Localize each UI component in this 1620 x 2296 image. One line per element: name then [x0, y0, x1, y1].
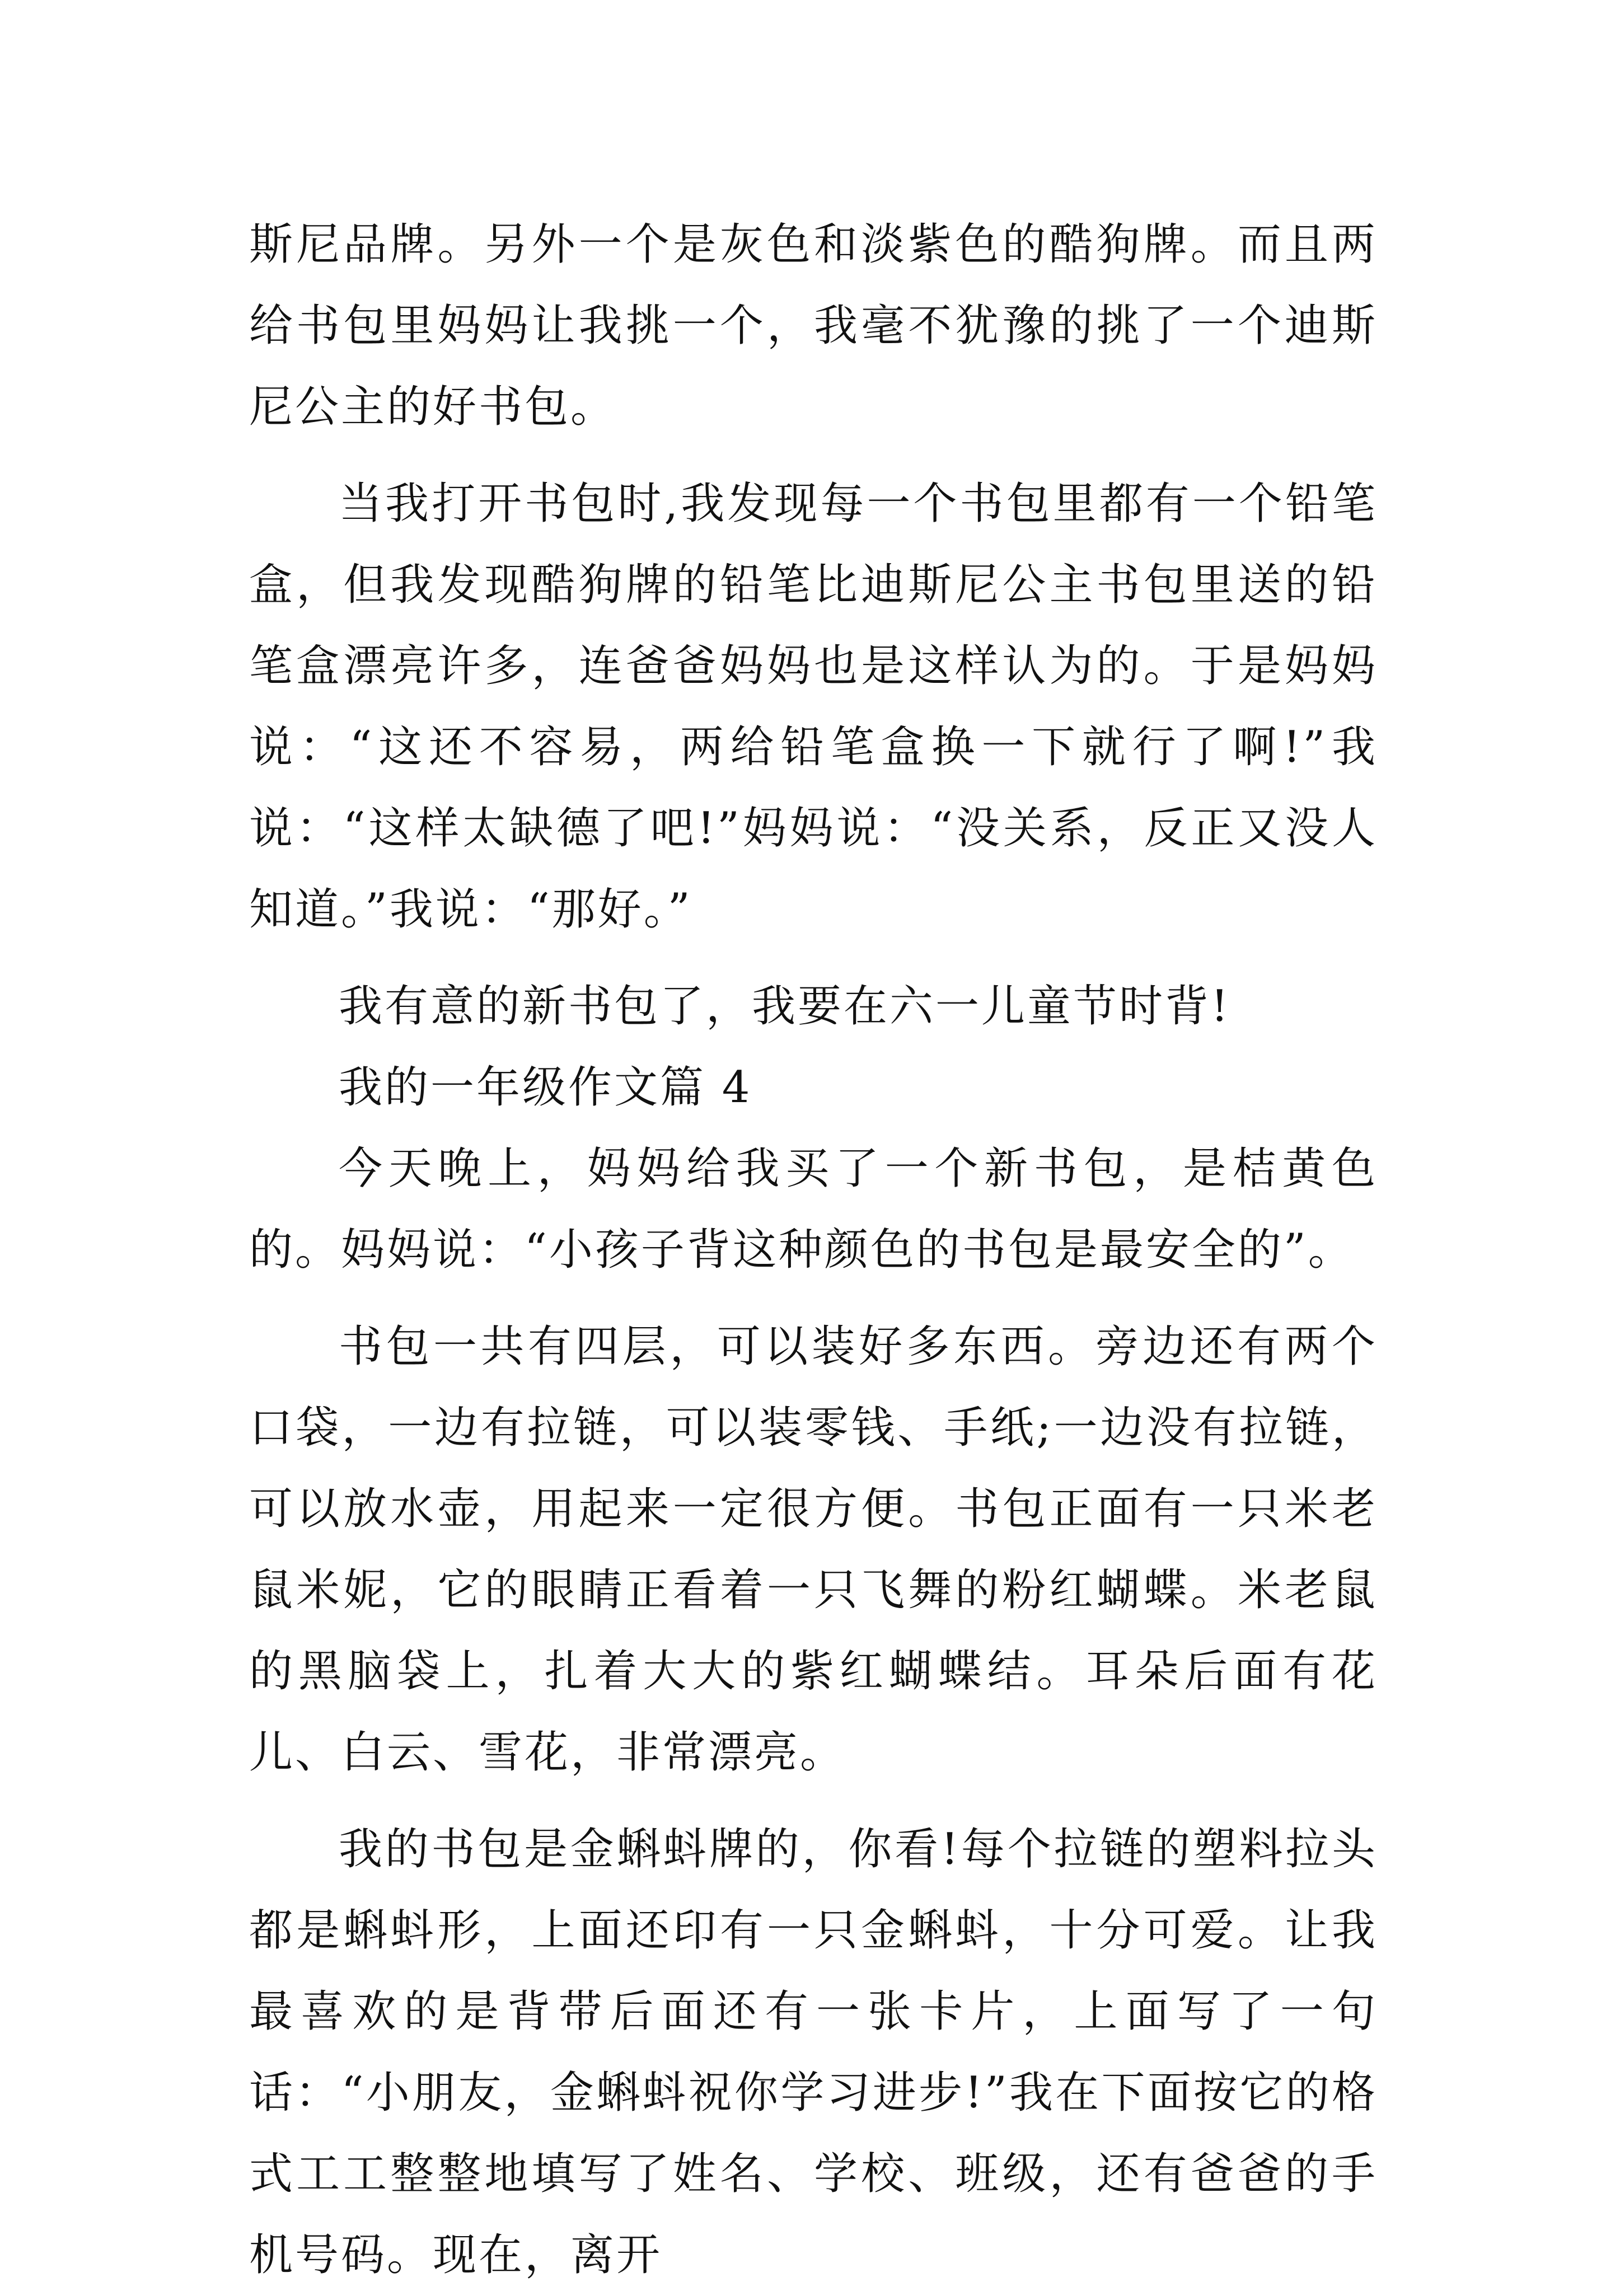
paragraph-bag-layers: 书包一共有四层，可以装好多东西。旁边还有两个口袋，一边有拉链，可以装零钱、手纸;一边没有拉链，可以放水壶，用起来一定很方便。书包正面有一只米老鼠米妮，它的眼睛正看着一只飞舞的粉红蝴蝶。米老鼠的黑脑袋上，扎着大大的紫红蝴蝶结。耳朵后面有花儿、白云、雪花，非常漂亮。 — [249, 1322, 1378, 1778]
paragraph-brand: 我的书包是金蝌蚪牌的，你看!每个拉链的塑料拉头都是蝌蚪形，上面还印有一只金蝌蚪，十分可爱。让我最喜欢的是背带后面还有一张卡片，上面写了一句话：“小朋友，金蝌蚪祝你学习进步!”我在下面按它的格式工工整整地填写了姓名、学校、班级，还有爸爸的手机号码。现在，离开 — [249, 1824, 1378, 2280]
paragraph-continued: 斯尼品牌。另外一个是灰色和淡紫色的酷狗牌。而且两给书包里妈妈让我挑一个，我毫不犹豫的挑了一个迪斯尼公主的好书包。 — [249, 219, 1378, 432]
paragraph-childrens-day: 我有意的新书包了，我要在六一儿童节时背! — [339, 981, 1231, 1032]
paragraph-new-bag: 今天晚上，妈妈给我买了一个新书包，是桔黄色的。妈妈说：“小孩子背这种颜色的书包是最安全的”。 — [249, 1144, 1378, 1275]
section-heading: 我的一年级作文篇 4 — [339, 1062, 752, 1113]
paragraph-pencil-box: 当我打开书包时,我发现每一个书包里都有一个铅笔盒，但我发现酷狗牌的铅笔比迪斯尼公主书包里送的铅笔盒漂亮许多，连爸爸妈妈也是这样认为的。于是妈妈说：“这还不容易，两给铅笔盒换一下就行了啊!”我说：“这样太缺德了吧!”妈妈说：“没关系，反正又没人知道。”我说：“那好。” — [249, 479, 1378, 935]
document-body — [249, 204, 1378, 2296]
